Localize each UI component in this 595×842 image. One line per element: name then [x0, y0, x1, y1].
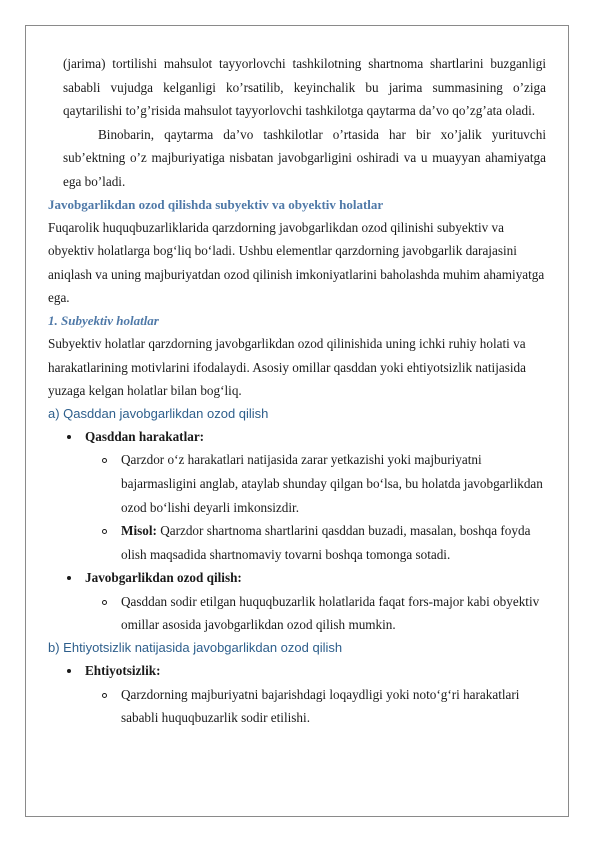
document-body: [48, 52, 546, 730]
sub-list: [85, 448, 548, 566]
sub-list-item-text: Qarzdorning majburiyatni bajarishdagi loqaydligi yoki noto‘g‘ri harakatlari sababli huquqbuzarlik sodir etilishi.: [121, 686, 520, 726]
section-heading: Javobgarlikdan ozod qilishda subyektiv va obyektiv holatlar: [48, 196, 384, 212]
sub-list-item: [85, 683, 548, 730]
subsection-intro: Subyektiv holatlar qarzdorning javobgarlikdan ozod qilinishida uning ichki ruhiy holati va harakatlarining motivlarini ifodalaydi. Asosiy omillar qasddan yoki ehtiyotsizlik natijasida yuzaga kelgan holatlar bilan bog‘liq.: [48, 335, 526, 399]
list-item-label: Qasddan harakatlar:: [85, 428, 205, 444]
list-item-label: Javobgarlikdan ozod qilish:: [85, 570, 242, 586]
list-item: [48, 566, 548, 637]
sub-list-item-text: Qarzdor o‘z harakatlari natijasida zarar yetkazishi yoki majburiyatni bajarmasligini anglab, ataylab shunday qilgan bo‘lsa, bu holatda javobgarlikdan ozod bo‘lishi deyarli imkonsizdir.: [121, 452, 543, 515]
list-item: [48, 659, 548, 730]
circle-bullet-icon: [102, 529, 107, 534]
sub-list-item-text: Qasddan sodir etilgan huquqbuzarlik holatlarida faqat fors-major kabi obyektiv omillar asosida javobgarlikdan ozod qilish mumkin.: [121, 593, 540, 633]
section-intro: Fuqarolik huquqbuzarliklarida qarzdorning javobgarlikdan ozod qilinishi subyektiv va obyektiv holatlarga bog‘liq bo‘ladi. Ushbu elementlar qarzdorning javobgarlik darajasini aniqlash va uning majburiyatdan ozod qilinish imkoniyatlarini baholashda muhim ahamiyatga ega.: [48, 219, 545, 306]
sub-list-item: [85, 590, 548, 637]
part-a-heading: a) Qasddan javobgarlikdan ozod qilish: [48, 405, 269, 421]
bullet-icon: [67, 435, 71, 439]
part-a-list: [48, 425, 548, 637]
paragraph-continuation: (jarima) tortilishi mahsulot tayyorlovchi tashkilotning shartnoma shartlarini buzganligi sababli vujudga kelganligi ko’rsatilib, keyinchalik bu jarima summasining o’ziga qaytarilishi to’g’risida mahsulot tayyorlovchi tashkilotga qaytarma da’vo qo’zg’ata oladi.: [63, 56, 546, 119]
sub-list-item: [85, 519, 548, 566]
bullet-icon: [67, 576, 71, 580]
circle-bullet-icon: [102, 458, 107, 463]
paragraph-binobarin: Binobarin, qaytarma da’vo tashkilotlar o’rtasida har bir xo’jalik yurituvchi sub’ektning o’z majburiyatiga nisbatan javobgarligini oshiradi va u muayyan ahamiyatga ega bo’ladi.: [63, 126, 546, 189]
example-label: Misol:: [121, 523, 157, 539]
sub-list-item: [85, 448, 548, 519]
sub-list: [85, 590, 548, 637]
bullet-icon: [67, 669, 71, 673]
sub-list: [85, 683, 548, 730]
circle-bullet-icon: [102, 600, 107, 605]
list-item: [48, 425, 548, 567]
list-item-label: Ehtiyotsizlik:: [85, 663, 161, 679]
part-b-heading: b) Ehtiyotsizlik natijasida javobgarlikdan ozod qilish: [48, 640, 343, 656]
sub-list-item-text: Qarzdor shartnoma shartlarini qasddan buzadi, masalan, boshqa foyda olish maqsadida shartnomaviy tovarni boshqa tomonga sotadi.: [121, 523, 531, 562]
part-b-list: [48, 659, 548, 730]
circle-bullet-icon: [102, 693, 107, 698]
subsection-heading-subjective: 1. Subyektiv holatlar: [48, 312, 159, 328]
